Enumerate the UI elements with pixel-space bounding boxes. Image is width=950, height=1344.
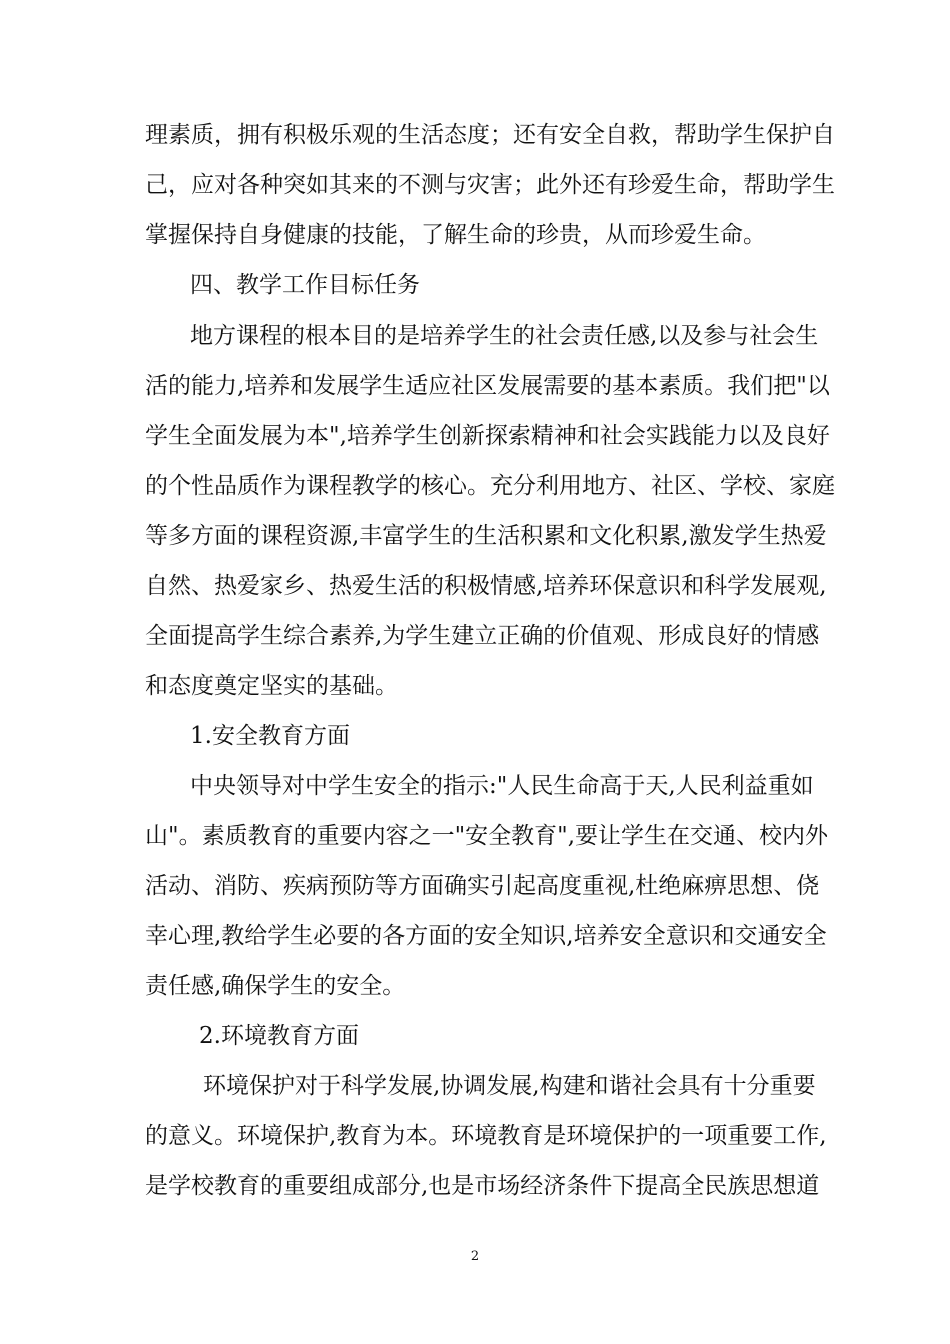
text-line: 地方课程的根本目的是培养学生的社会责任感,以及参与社会生 xyxy=(190,323,819,349)
page-number: 2 xyxy=(470,1249,480,1264)
text-line: 自然、热爱家乡、热爱生活的积极情感,培养环保意识和科学发展观, xyxy=(145,573,827,599)
subsection-heading: 1.安全教育方面 xyxy=(190,723,350,749)
text-line: 和态度奠定坚实的基础。 xyxy=(145,673,398,699)
text-line: 全面提高学生综合素养,为学生建立正确的价值观、形成良好的情感 xyxy=(145,623,820,649)
text-line: 学生全面发展为本",培养学生创新探索精神和社会实践能力以及良好 xyxy=(145,423,830,449)
text-line: 的个性品质作为课程教学的核心。充分利用地方、社区、学校、家庭 xyxy=(145,473,835,499)
text-line: 理素质，拥有积极乐观的生活态度；还有安全自救，帮助学生保护自 xyxy=(145,122,835,148)
text-line: 活的能力,培养和发展学生适应社区发展需要的基本素质。我们把"以 xyxy=(145,373,830,399)
text-line: 的意义。环境保护,教育为本。环境教育是环境保护的一项重要工作, xyxy=(145,1123,827,1149)
text-line: 责任感,确保学生的安全。 xyxy=(145,973,406,999)
text-line: 山"。素质教育的重要内容之一"安全教育",要让学生在交通、校内外 xyxy=(145,823,829,849)
text-line: 掌握保持自身健康的技能，了解生命的珍贵，从而珍爱生命。 xyxy=(145,222,766,248)
text-line: 活动、消防、疾病预防等方面确实引起高度重视,杜绝麻痹思想、侥 xyxy=(145,873,820,899)
section-heading: 四、教学工作目标任务 xyxy=(190,272,420,298)
text-line: 等多方面的课程资源,丰富学生的生活积累和文化积累,激发学生热爱 xyxy=(145,523,827,549)
text-line: 环境保护对于科学发展,协调发展,构建和谐社会具有十分重要 xyxy=(203,1073,816,1099)
subsection-heading: 2.环境教育方面 xyxy=(199,1023,359,1049)
text-line: 中央领导对中学生安全的指示:"人民生命高于天,人民利益重如 xyxy=(190,773,814,799)
text-line: 己，应对各种突如其来的不测与灾害；此外还有珍爱生命，帮助学生 xyxy=(145,172,835,198)
text-line: 幸心理,教给学生必要的各方面的安全知识,培养安全意识和交通安全 xyxy=(145,923,827,949)
text-line: 是学校教育的重要组成部分,也是市场经济条件下提高全民族思想道 xyxy=(145,1173,820,1199)
